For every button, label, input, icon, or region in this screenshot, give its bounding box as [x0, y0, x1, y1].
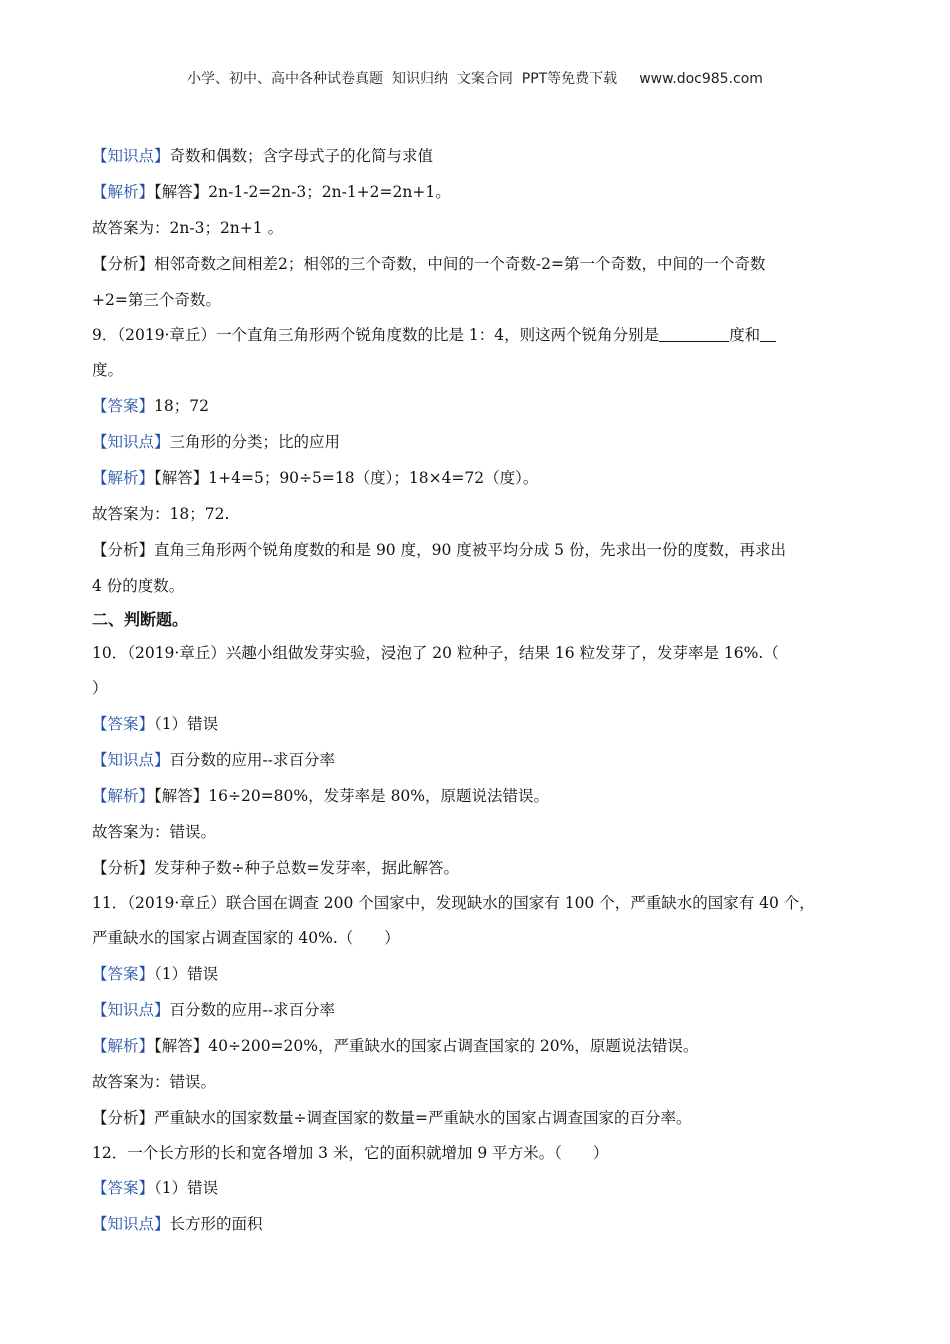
q11-answer: 【答案】（1）错误: [92, 965, 219, 983]
q8-fenxi-cont: +2=第三个奇数。: [92, 291, 221, 309]
q9-stem-cont: 度。: [92, 361, 124, 379]
q10-conclusion: 故答案为：错误。: [92, 823, 217, 841]
q10-stem: 10．（2019·章丘）兴趣小组做发芽实验，浸泡了 20 粒种子，结果 16 粒发芽了，发芽率是 16%.（: [92, 644, 779, 662]
q11-stem-cont: 严重缺水的国家占调查国家的 40%.（ ）: [92, 929, 400, 947]
answer-tag: 【答案】: [92, 715, 155, 733]
q11-fenxi: 【分析】严重缺水的国家数量÷调查国家的数量=严重缺水的国家占调查国家的百分率。: [92, 1109, 692, 1127]
q11-analysis: 【解析】【解答】40÷200=20%，严重缺水的国家占调查国家的 20%，原题说法错误。: [92, 1037, 699, 1055]
q8-fenxi: 【分析】相邻奇数之间相差2；相邻的三个奇数，中间的一个奇数-2=第一个奇数，中间的一个奇数: [92, 255, 766, 273]
q8-conclusion: 故答案为：2n-3；2n+1 。: [92, 219, 284, 237]
q9-fenxi-cont: 4 份的度数。: [92, 577, 185, 595]
q9-stem: 9．（2019·章丘）一个直角三角形两个锐角度数的比是 1：4，则这两个锐角分别是 度和: [92, 318, 862, 352]
answer-tag: 【答案】: [92, 965, 155, 983]
q12-stem: 12．一个长方形的长和宽各增加 3 米，它的面积就增加 9 平方米。（ ）: [92, 1144, 609, 1162]
q10-answer: 【答案】（1）错误: [92, 715, 219, 733]
q10-knowledge: 【知识点】百分数的应用--求百分率: [92, 751, 335, 769]
q8-knowledge: 【知识点】奇数和偶数；含字母式子的化简与求值: [92, 147, 434, 165]
fenxi-tag: 【分析】: [92, 859, 155, 877]
q11-knowledge: 【知识点】百分数的应用--求百分率: [92, 1001, 335, 1019]
document-body: [92, 138, 862, 1242]
q9-conclusion: 故答案为：18；72.: [92, 505, 230, 523]
q12-answer: 【答案】（1）错误: [92, 1179, 219, 1197]
q9-fenxi: 【分析】直角三角形两个锐角度数的和是 90 度，90 度被平均分成 5 份，先求出一份的度数，再求出: [92, 541, 786, 559]
answer-blank: [760, 323, 776, 342]
fenxi-tag: 【分析】: [92, 1109, 155, 1127]
answer-tag: 【答案】: [92, 397, 155, 415]
analysis-tag: 【解析】: [92, 469, 155, 487]
analysis-tag: 【解析】: [92, 787, 155, 805]
section-title: 二、判断题。: [92, 610, 189, 629]
header-text: 小学、初中、高中各种试卷真题 知识归纳 文案合同 PPT等免费下载: [187, 71, 618, 87]
knowledge-tag: 【知识点】: [92, 147, 170, 165]
fenxi-tag: 【分析】: [92, 255, 155, 273]
q8-analysis: 【解析】【解答】2n-1-2=2n-3；2n-1+2=2n+1。: [92, 183, 451, 201]
page-header: [0, 68, 950, 88]
q10-stem-cont: ）: [92, 679, 108, 697]
q10-fenxi: 【分析】发芽种子数÷种子总数=发芽率，据此解答。: [92, 859, 459, 877]
knowledge-tag: 【知识点】: [92, 751, 170, 769]
q10-analysis: 【解析】【解答】16÷20=80%，发芽率是 80%，原题说法错误。: [92, 787, 550, 805]
header-site: www.doc985.com: [639, 71, 763, 87]
answer-blank: [659, 323, 729, 342]
q9-analysis: 【解析】【解答】1+4=5；90÷5=18（度）；18×4=72（度）。: [92, 469, 539, 487]
analysis-tag: 【解析】: [92, 183, 155, 201]
q9-knowledge: 【知识点】三角形的分类；比的应用: [92, 433, 341, 451]
answer-tag: 【答案】: [92, 1179, 155, 1197]
q11-stem: 11．（2019·章丘）联合国在调查 200 个国家中，发现缺水的国家有 100 个，严重缺水的国家有 40 个，: [92, 894, 815, 912]
knowledge-tag: 【知识点】: [92, 433, 170, 451]
fenxi-tag: 【分析】: [92, 541, 155, 559]
knowledge-tag: 【知识点】: [92, 1215, 170, 1233]
q11-conclusion: 故答案为：错误。: [92, 1073, 217, 1091]
q9-answer: 【答案】18；72: [92, 397, 209, 415]
analysis-tag: 【解析】: [92, 1037, 155, 1055]
knowledge-tag: 【知识点】: [92, 1001, 170, 1019]
q12-knowledge: 【知识点】长方形的面积: [92, 1215, 263, 1233]
